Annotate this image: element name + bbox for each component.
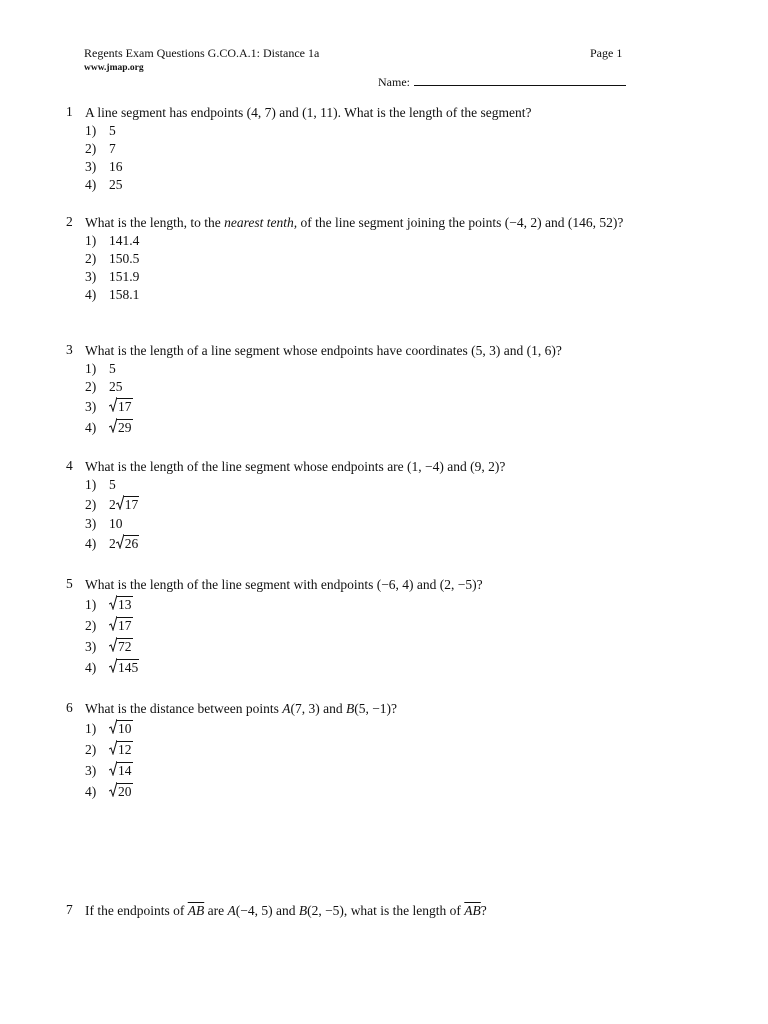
radical-sign-icon [109,637,117,652]
choice-text: 25 [109,379,123,394]
choice-label: 4) [85,287,97,302]
question-2 [66,214,646,304]
choice-label: 3) [85,639,97,654]
choice-text: 10 [109,516,123,531]
answer-choice [85,739,646,760]
choice-text: 158.1 [109,287,140,302]
radicand: 17 [118,618,132,633]
point-a-coordinates: (−4, 5) [235,903,273,918]
answer-choice [85,140,646,158]
question-5 [66,576,646,678]
radical-sign-icon [109,782,117,797]
stem-emphasis: nearest tenth, [224,215,298,230]
question-stem: What is the length of a line segment whose endpoints have coordinates (5, 3) and (1, 6)? [85,343,562,358]
square-root [109,718,133,739]
question-number: 4 [66,458,73,473]
choice-label: 2) [85,497,97,512]
page-number: Page 1 [590,46,623,60]
question-number: 2 [66,214,73,229]
source-website: www.jmap.org [84,63,144,73]
answer-choice [85,396,646,417]
answer-choice [85,533,646,554]
choice-text: 5 [109,361,116,376]
radicand: 17 [124,497,139,512]
question-stem [85,214,625,232]
question-stem [85,700,646,718]
segment-ab: $\overline{AB}$ [464,903,481,918]
choice-label: 1) [85,477,97,492]
choice-label: 2) [85,618,97,633]
radical-sign-icon [109,397,117,412]
radical-sign-icon [116,495,124,510]
answer-choice [85,286,646,304]
answer-choice [85,360,646,378]
radicand: 17 [118,399,132,414]
question-3 [66,342,646,438]
choice-label: 1) [85,361,97,376]
choice-text: 25 [109,177,123,192]
point-b-label: B [345,701,355,716]
choice-text: 5 [109,477,116,492]
square-root [109,739,133,760]
choice-label: 4) [85,660,97,675]
answer-choice [85,781,646,802]
square-root [109,396,133,417]
radical-sign-icon [109,616,117,631]
answer-choice [85,268,646,286]
square-root [109,594,133,615]
choice-label: 1) [85,597,97,612]
square-root [109,760,133,781]
point-b-label: B [298,903,308,918]
radical-sign-icon [109,761,117,776]
radical-sign-icon [109,658,117,673]
answer-choice [85,760,646,781]
answer-choice [85,657,646,678]
answer-choices [85,122,646,194]
question-stem [85,902,646,920]
square-root [109,615,133,636]
question-7 [66,902,646,920]
question-number: 3 [66,342,73,357]
choice-label: 4) [85,177,97,192]
answer-choice [85,615,646,636]
choice-label: 2) [85,141,97,156]
square-root [109,657,139,678]
coefficient: 2 [109,536,116,551]
choice-label: 3) [85,159,97,174]
question-stem: What is the length of the line segment with endpoints (−6, 4) and (2, −5)? [85,577,483,592]
radicand: 10 [118,721,132,736]
answer-choices [85,594,646,678]
answer-choice [85,718,646,739]
choice-label: 4) [85,784,97,799]
answer-choices [85,718,646,802]
segment-ab: $\overline{AB}$ [187,903,205,918]
choice-label: 1) [85,123,97,138]
answer-choice [85,250,646,268]
choice-label: 3) [85,516,97,531]
question-1 [66,104,646,194]
choice-label: 3) [85,763,97,778]
radical-sign-icon [116,534,124,549]
stem-text: of the line segment joining the points (−4, 2) and (146, 52)? [297,215,624,230]
worksheet-title: Regents Exam Questions G.CO.A.1: Distance 1a [84,46,320,60]
stem-text: and [319,701,346,716]
square-root [109,781,133,802]
choice-label: 2) [85,742,97,757]
radicand: 29 [118,420,132,435]
square-root [109,636,133,657]
square-root [116,494,140,515]
point-a-coordinates: (7, 3) [290,701,320,716]
stem-text: are [204,903,228,918]
radicand: 14 [118,763,132,778]
answer-choice [85,515,646,533]
radical-sign-icon [109,418,117,433]
choice-text: 5 [109,123,116,138]
point-a-label: A [227,903,236,918]
choice-text: 16 [109,159,123,174]
question-6 [66,700,646,802]
radical-sign-icon [109,595,117,610]
square-root [116,533,140,554]
stem-text: What is the distance between points [85,701,283,716]
stem-text: and [272,903,299,918]
question-number: 5 [66,576,73,591]
radicand: 12 [118,742,132,757]
question-stem: A line segment has endpoints (4, 7) and (1, 11). What is the length of the segment? [85,105,532,120]
answer-choice [85,176,646,194]
name-blank-line [414,74,626,86]
name-label: Name: [378,75,410,89]
answer-choice [85,417,646,438]
question-number: 7 [66,902,73,917]
square-root [109,417,133,438]
radicand: 20 [118,784,132,799]
answer-choice [85,476,646,494]
radicand: 145 [118,660,139,675]
coefficient: 2 [109,497,116,512]
choice-label: 1) [85,233,97,248]
question-stem: What is the length of the line segment whose endpoints are (1, −4) and (9, 2)? [85,459,506,474]
question-number: 1 [66,104,73,119]
choice-label: 2) [85,251,97,266]
answer-choice [85,122,646,140]
answer-choice [85,494,646,515]
choice-text: 151.9 [109,269,140,284]
name-field [378,74,626,90]
choice-text: 150.5 [109,251,140,266]
answer-choice [85,594,646,615]
choice-text: 7 [109,141,116,156]
answer-choices [85,476,646,554]
radicand: 13 [118,597,132,612]
answer-choice [85,636,646,657]
question-4 [66,458,646,554]
answer-choice [85,232,646,250]
choice-label: 3) [85,399,97,414]
radical-sign-icon [109,719,117,734]
stem-text: what is the length of [347,903,465,918]
choice-label: 2) [85,379,97,394]
stem-text: ? [480,903,487,918]
answer-choice [85,378,646,396]
answer-choices [85,232,646,304]
choice-label: 1) [85,721,97,736]
answer-choices [85,360,646,438]
radicand: 72 [118,639,132,654]
stem-text: What is the length, to the [85,215,225,230]
radical-sign-icon [109,740,117,755]
point-b-coordinates: (5, −1)? [354,701,398,716]
question-number: 6 [66,700,73,715]
radicand: 26 [124,536,139,551]
stem-text: If the endpoints of [85,903,188,918]
choice-label: 4) [85,536,97,551]
point-b-coordinates: (2, −5), [307,903,348,918]
answer-choice [85,158,646,176]
point-a-label: A [282,701,291,716]
choice-label: 3) [85,269,97,284]
choice-text: 141.4 [109,233,140,248]
choice-label: 4) [85,420,97,435]
